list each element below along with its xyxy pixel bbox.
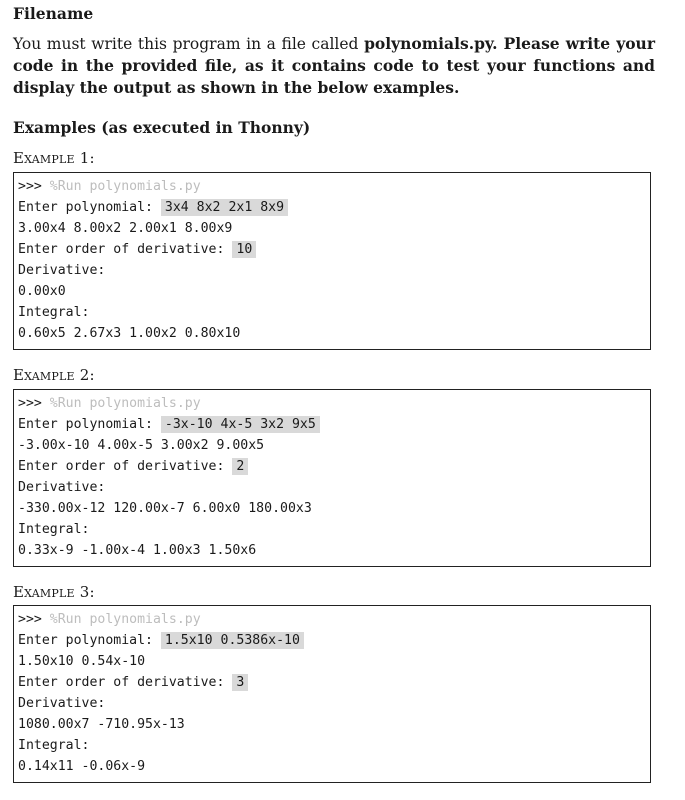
- run-line: [18, 609, 650, 630]
- shell-prompt: >>>: [18, 179, 42, 194]
- polynomial-input: -3x-10 4x-5 3x2 9x5: [161, 416, 320, 433]
- order-prompt: Enter order of derivative:: [18, 459, 233, 474]
- examples-heading: Examples (as executed in Thonny): [13, 118, 311, 137]
- order-prompt: Enter order of derivative:: [18, 242, 233, 257]
- polynomial-line: [18, 197, 650, 218]
- integral-label: Integral:: [18, 738, 90, 753]
- polynomial-line: [18, 414, 650, 435]
- integral-output: 0.14x11 -0.06x-9: [18, 759, 146, 774]
- intro-text-1: You must write this program in a file called: [13, 35, 365, 53]
- derivative-label: Derivative:: [18, 480, 106, 495]
- derivative-label: Derivative:: [18, 696, 106, 711]
- example-2-terminal: [13, 389, 651, 567]
- example-1-terminal: [13, 172, 651, 350]
- order-input: 3: [232, 674, 248, 691]
- example-2-label: Example 2:: [13, 366, 95, 384]
- run-command: %Run polynomials.py: [49, 179, 201, 194]
- derivative-output: 0.00x0: [18, 284, 66, 299]
- example-3-label: Example 3:: [13, 583, 95, 601]
- polynomial-prompt: Enter polynomial:: [18, 200, 161, 215]
- order-input: 2: [232, 458, 248, 475]
- parsed-polynomial: -3.00x-10 4.00x-5 3.00x2 9.00x5: [18, 438, 265, 453]
- filename-heading: Filename: [13, 4, 94, 23]
- shell-prompt: >>>: [18, 396, 42, 411]
- integral-output: 0.33x-9 -1.00x-4 1.00x3 1.50x6: [18, 543, 257, 558]
- integral-label: Integral:: [18, 305, 90, 320]
- example-1-label: Example 1:: [13, 149, 95, 167]
- shell-prompt: >>>: [18, 612, 42, 627]
- parsed-polynomial: 3.00x4 8.00x2 2.00x1 8.00x9: [18, 221, 233, 236]
- intro-text-2: . Please write your code in the provided file, as it contains code to test your functions and display the output as shown in the below examples.: [13, 34, 655, 97]
- derivative-output: 1080.00x7 -710.95x-13: [18, 717, 185, 732]
- order-prompt: Enter order of derivative:: [18, 675, 233, 690]
- derivative-label: Derivative:: [18, 263, 106, 278]
- polynomial-prompt: Enter polynomial:: [18, 417, 161, 432]
- example-3-terminal: [13, 605, 651, 783]
- parsed-polynomial: 1.50x10 0.54x-10: [18, 654, 146, 669]
- run-line: [18, 393, 650, 414]
- order-line: [18, 239, 650, 260]
- intro-paragraph: [13, 33, 655, 99]
- polynomial-line: [18, 630, 650, 651]
- intro-filename: polynomials.py: [364, 34, 493, 53]
- order-input: 10: [232, 241, 256, 258]
- integral-label: Integral:: [18, 522, 90, 537]
- derivative-output: -330.00x-12 120.00x-7 6.00x0 180.00x3: [18, 501, 312, 516]
- run-command: %Run polynomials.py: [49, 396, 201, 411]
- order-line: [18, 456, 650, 477]
- polynomial-input: 1.5x10 0.5386x-10: [161, 632, 304, 649]
- integral-output: 0.60x5 2.67x3 1.00x2 0.80x10: [18, 326, 241, 341]
- order-line: [18, 672, 650, 693]
- polynomial-input: 3x4 8x2 2x1 8x9: [161, 199, 288, 216]
- run-line: [18, 176, 650, 197]
- polynomial-prompt: Enter polynomial:: [18, 633, 161, 648]
- run-command: %Run polynomials.py: [49, 612, 201, 627]
